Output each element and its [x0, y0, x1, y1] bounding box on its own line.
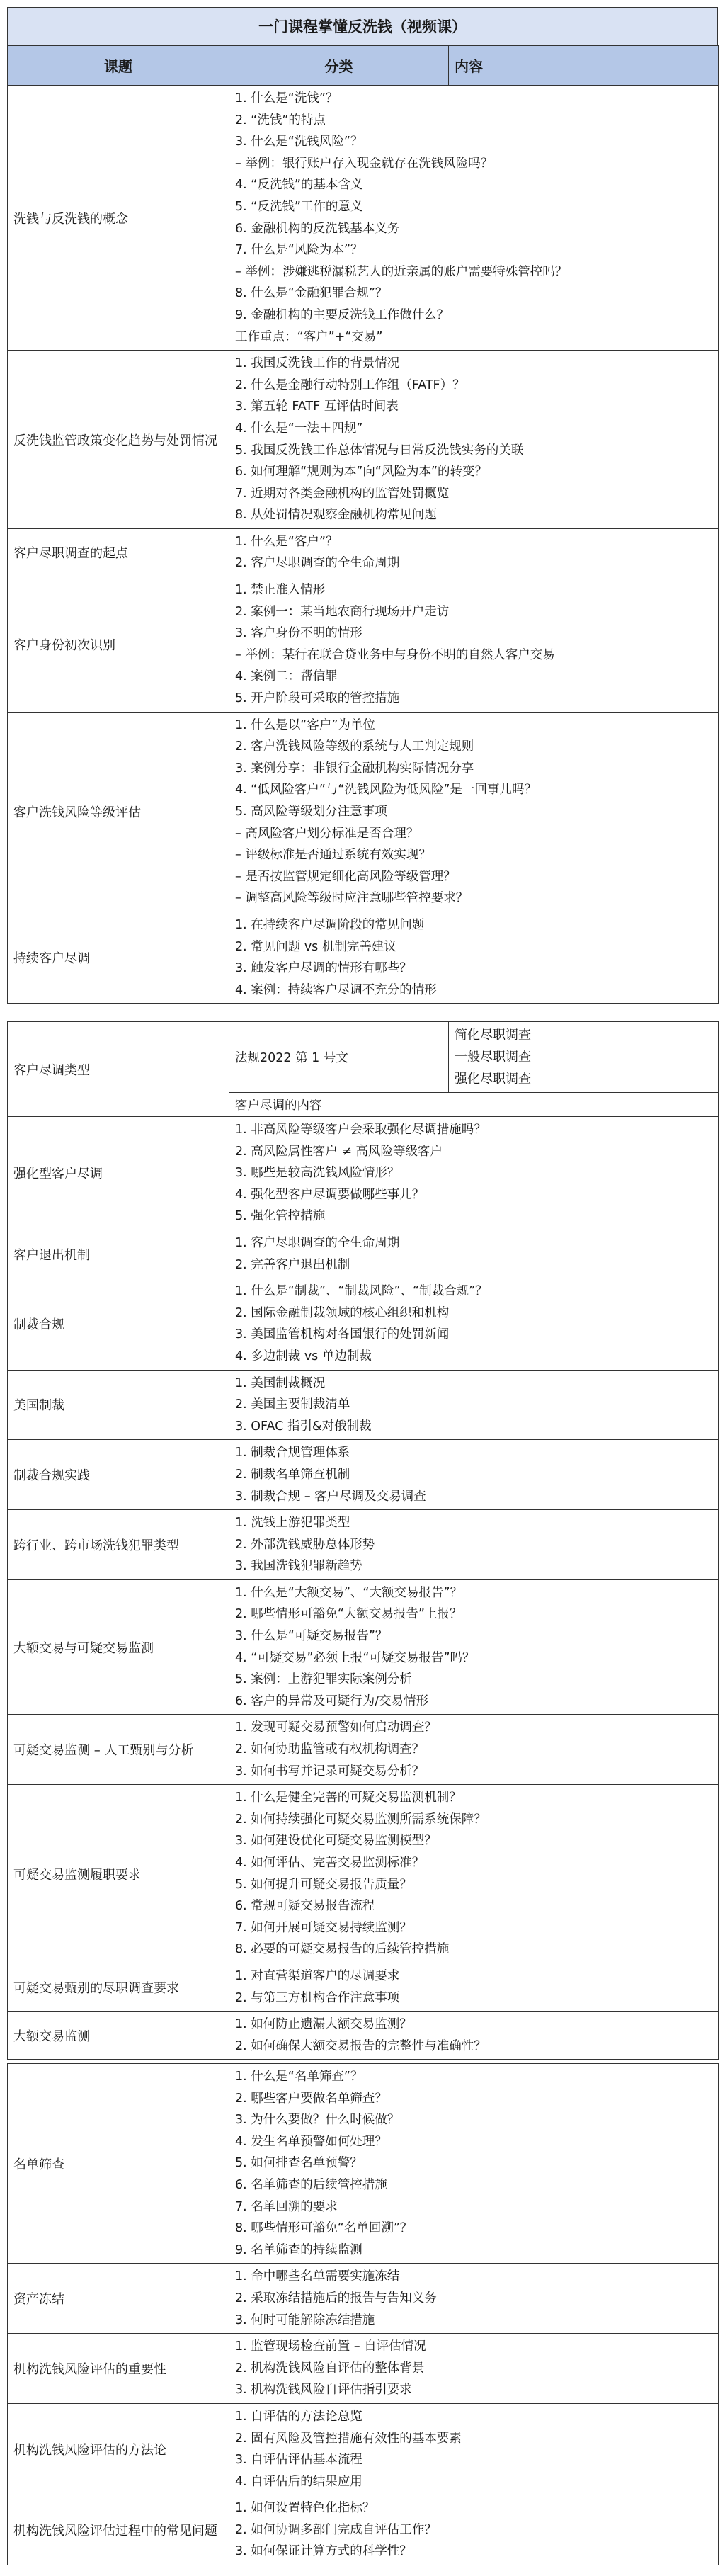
list-item: 8. 必要的可疑交易报告的后续管控措施 — [235, 1942, 450, 1957]
list-item: 2. 机构洗钱风险自评估的整体背景 — [235, 2361, 425, 2376]
items-cell — [229, 1370, 719, 1440]
list-item: 1. 自评估的方法论总览 — [235, 2409, 362, 2424]
list-item: 4. 多边制裁 vs 单边制裁 — [235, 1349, 372, 1363]
table-row — [8, 1579, 719, 1715]
table-row — [8, 2264, 719, 2334]
topic-cell: 跨行业、跨市场洗钱犯罪类型 — [8, 1510, 229, 1580]
list-item: 3. OFAC 指引&对俄制裁 — [235, 1419, 372, 1434]
topic-cell: 可疑交易监测履职要求 — [8, 1785, 229, 1963]
law-cell: 法规2022 第 1 号文 — [229, 1022, 449, 1093]
items-cell — [229, 1715, 719, 1785]
table-row — [8, 2064, 719, 2264]
header-category: 分类 — [229, 46, 449, 86]
list-item: 2. 客户洗钱风险等级的系统与人工判定规则 — [235, 739, 474, 754]
list-item: 5. 开户阶段可采取的管控措施 — [235, 691, 400, 706]
list-item: 7. 名单回溯的要求 — [235, 2199, 338, 2214]
list-item: 2. 完善客户退出机制 — [235, 1257, 350, 1272]
list-item: 2. “洗钱”的特点 — [235, 113, 326, 127]
topic-cell: 强化型客户尽调 — [8, 1117, 229, 1230]
topic-cell: 可疑交易监测 – 人工甄别与分析 — [8, 1715, 229, 1785]
course-table-part-2 — [7, 1021, 719, 2060]
list-item: 1. 发现可疑交易预警如何启动调查？ — [235, 1720, 437, 1735]
table-row — [8, 1117, 719, 1230]
topic-cell: 可疑交易甄别的尽职调查要求 — [8, 1963, 229, 2011]
topic-cell: 制裁合规 — [8, 1278, 229, 1370]
list-item: 2. 外部洗钱威胁总体形势 — [235, 1537, 375, 1552]
items-cell — [229, 528, 719, 577]
list-item: 2. 如何协助监管或有权机构调查？ — [235, 1742, 425, 1757]
table-row — [8, 712, 719, 912]
list-item: 3. 制裁合规 – 客户尽调及交易调查 — [235, 1489, 426, 1504]
items-cell — [229, 1440, 719, 1510]
list-item: – 高风险客户划分标准是否合理？ — [235, 826, 419, 841]
course-table-part-1 — [7, 45, 719, 1004]
course-table-part-3 — [7, 2063, 719, 2565]
list-item: 3. 为什么要做？什么时候做？ — [235, 2113, 400, 2128]
list-item: 1. 禁止准入情形 — [235, 583, 326, 598]
table-row — [8, 1785, 719, 1963]
items-cell — [229, 2403, 719, 2495]
list-item: 4. 案例：持续客户尽调不充分的情形 — [235, 982, 437, 997]
topic-cell: 反洗钱监管政策变化趋势与处罚情况 — [8, 351, 229, 529]
list-item: 1. 什么是“大额交易”、“大额交易报告”？ — [235, 1585, 463, 1600]
page-title: 一门课程掌懂反洗钱（视频课） — [7, 7, 718, 45]
list-item: 4. 发生名单预警如何处理？ — [235, 2134, 387, 2149]
list-item: 1. 监管现场检查前置 – 自评估情况 — [235, 2339, 426, 2354]
list-item: 8. 哪些情形可豁免“名单回溯”？ — [235, 2221, 413, 2236]
list-item: 3. 案例分享：非银行金融机构实际情况分享 — [235, 761, 474, 776]
topic-cell: 制裁合规实践 — [8, 1440, 229, 1510]
list-item: 6. 金融机构的反洗钱基本义务 — [235, 221, 400, 236]
topic-cell: 大额交易与可疑交易监测 — [8, 1579, 229, 1715]
list-item: 1. 如何防止遗漏大额交易监测？ — [235, 2017, 412, 2032]
list-item: 4. “反洗钱”的基本含义 — [235, 178, 363, 193]
topic-cell: 客户退出机制 — [8, 1230, 229, 1278]
section-3 — [7, 2063, 718, 2565]
list-item: 3. 何时可能解除冻结措施 — [235, 2313, 375, 2327]
list-item: 1. 客户尽职调查的全生命周期 — [235, 1235, 400, 1250]
list-item: 3. 第五轮 FATF 互评估时间表 — [235, 399, 399, 414]
items-cell — [229, 86, 719, 351]
list-item: 5. “反洗钱”工作的意义 — [235, 199, 363, 214]
topic-cell: 客户尽调类型 — [8, 1022, 229, 1117]
table-row — [8, 912, 719, 1003]
list-item: 3. 触发客户尽调的情形有哪些？ — [235, 961, 412, 976]
list-item: – 举例：银行账户存入现金就存在洗钱风险吗？ — [235, 156, 493, 171]
list-item: – 举例：涉嫌逃税漏税艺人的近亲属的账户需要特殊管控吗？ — [235, 264, 568, 279]
items-cell — [229, 577, 719, 713]
table-row — [8, 1370, 719, 1440]
header-topic: 课题 — [8, 46, 229, 86]
items-cell — [229, 1230, 719, 1278]
section-2-rows — [8, 1117, 719, 2060]
list-item: 4. 如何评估、完善交易监测标准？ — [235, 1856, 425, 1870]
section-1-rows — [8, 86, 719, 1004]
topic-cell: 机构洗钱风险评估的方法论 — [8, 2403, 229, 2495]
items-cell — [229, 912, 719, 1003]
list-item: 2. 哪些客户要做名单筛查？ — [235, 2091, 387, 2106]
list-item: 2. 案例一：某当地农商行现场开户走访 — [235, 604, 450, 619]
list-item: 2. 采取冻结措施后的报告与告知义务 — [235, 2291, 437, 2305]
list-item: 3. 如何保证计算方式的科学性？ — [235, 2544, 412, 2559]
list-item: 8. 从处罚情况观察金融机构常见问题 — [235, 508, 437, 523]
items-cell — [229, 2264, 719, 2334]
topic-cell: 洗钱与反洗钱的概念 — [8, 86, 229, 351]
list-item: 2. 客户尽职调查的全生命周期 — [235, 556, 400, 571]
list-item: 1. 什么是以“客户”为单位 — [235, 717, 375, 732]
list-item: 4. “低风险客户”与“洗钱风险为低风险”是一回事儿吗？ — [235, 783, 537, 798]
list-item: 7. 近期对各类金融机构的监管处罚概览 — [235, 486, 450, 501]
list-item: 8. 什么是“金融犯罪合规”？ — [235, 286, 388, 301]
items-cell — [229, 2495, 719, 2565]
list-item: 1. 什么是“客户”？ — [235, 534, 338, 549]
topic-cell: 机构洗钱风险评估过程中的常见问题 — [8, 2495, 229, 2565]
list-item: 7. 如何开展可疑交易持续监测？ — [235, 1920, 412, 1935]
list-item: 5. 我国反洗钱工作总体情况与日常反洗钱实务的关联 — [235, 443, 524, 458]
table-row — [8, 86, 719, 351]
list-item: 1. 洗钱上游犯罪类型 — [235, 1516, 350, 1531]
table-row — [8, 2495, 719, 2565]
topic-cell: 大额交易监测 — [8, 2012, 229, 2060]
list-item: 6. 客户的异常及可疑行为/交易情形 — [235, 1693, 429, 1708]
list-item: 3. 如何建设优化可疑交易监测模型？ — [235, 1834, 437, 1849]
list-item: 1. 什么是“制裁”、“制裁风险”、“制裁合规”？ — [235, 1284, 488, 1299]
list-item: 1. 我国反洗钱工作的背景情况 — [235, 356, 400, 371]
items-cell — [229, 1278, 719, 1370]
list-item: 2. 如何确保大额交易报告的完整性与准确性？ — [235, 2038, 486, 2053]
table-row — [8, 577, 719, 713]
section-1 — [7, 7, 718, 1004]
list-item: 2. 与第三方机构合作注意事项 — [235, 1990, 400, 2005]
list-item: 2. 如何协调多部门完成自评估工作？ — [235, 2522, 437, 2537]
topic-cell: 机构洗钱风险评估的重要性 — [8, 2334, 229, 2404]
topic-cell: 美国制裁 — [8, 1370, 229, 1440]
list-item: 2. 制裁名单筛查机制 — [235, 1467, 350, 1482]
list-item: 1. 什么是“名单筛查”？ — [235, 2070, 363, 2084]
items-cell — [229, 1579, 719, 1715]
list-item: 6. 如何理解“规则为本”向“风险为本”的转变？ — [235, 465, 488, 480]
list-item: 6. 常规可疑交易报告流程 — [235, 1899, 375, 1914]
list-item: – 评级标准是否通过系统有效实现？ — [235, 848, 431, 863]
list-item: 1. 什么是“洗钱”？ — [235, 91, 338, 106]
table-row — [8, 2403, 719, 2495]
items-cell — [229, 2064, 719, 2264]
topic-cell: 客户洗钱风险等级评估 — [8, 712, 229, 912]
list-item: 2. 国际金融制裁领域的核心组织和机构 — [235, 1305, 450, 1320]
list-item: 4. 自评估后的结果应用 — [235, 2474, 362, 2489]
header-content: 内容 — [449, 46, 719, 86]
list-item: 3. 哪些是较高洗钱风险情形？ — [235, 1166, 400, 1181]
table-row — [8, 1022, 719, 1093]
items-cell — [229, 351, 719, 529]
table-row — [8, 2012, 719, 2060]
table-row — [8, 1278, 719, 1370]
items-cell — [229, 712, 719, 912]
topic-cell: 客户尽职调查的起点 — [8, 528, 229, 577]
items-cell — [229, 2334, 719, 2404]
table-header — [8, 46, 719, 86]
list-item: 3. 什么是“可疑交易报告”？ — [235, 1629, 388, 1644]
list-item: 3. 机构洗钱风险自评估指引要求 — [235, 2383, 412, 2398]
list-item: 简化尽职调查 — [455, 1028, 531, 1043]
list-item: 3. 自评估评估基本流程 — [235, 2453, 362, 2468]
list-item: 1. 美国制裁概况 — [235, 1375, 326, 1390]
list-item: 2. 常见问题 vs 机制完善建议 — [235, 939, 396, 954]
list-item: 1. 如何设置特色化指标？ — [235, 2501, 375, 2516]
list-item: 2. 高风险属性客户 ≠ 高风险等级客户 — [235, 1144, 443, 1159]
table-row — [8, 1510, 719, 1580]
topic-cell: 资产冻结 — [8, 2264, 229, 2334]
list-item: – 是否按监管规定细化高风险等级管理？ — [235, 869, 456, 884]
items-cell — [229, 1510, 719, 1580]
content-cell: 客户尽调的内容 — [229, 1093, 719, 1117]
list-item: 9. 金融机构的主要反洗钱工作做什么？ — [235, 307, 450, 322]
list-item: 9. 名单筛查的持续监测 — [235, 2242, 362, 2257]
section-2 — [7, 1021, 718, 2060]
topic-cell: 名单筛查 — [8, 2064, 229, 2264]
list-item: 1. 命中哪些名单需要实施冻结 — [235, 2269, 400, 2284]
list-item: 5. 案例：上游犯罪实际案例分析 — [235, 1672, 412, 1687]
list-item: 一般尽职调查 — [455, 1050, 531, 1065]
list-item: 3. 如何书写并记录可疑交易分析？ — [235, 1764, 425, 1778]
table-row — [8, 1715, 719, 1785]
list-item: 4. 什么是“一法＋四规” — [235, 421, 363, 436]
list-item: 1. 在持续客户尽调阶段的常见问题 — [235, 917, 425, 932]
list-item: 3. 我国洗钱犯罪新趋势 — [235, 1559, 362, 1574]
topic-cell: 持续客户尽调 — [8, 912, 229, 1003]
list-item: 3. 什么是“洗钱风险”？ — [235, 135, 363, 149]
list-item: 1. 非高风险等级客户会采取强化尽调措施吗？ — [235, 1123, 486, 1137]
section-3-rows — [8, 2064, 719, 2565]
list-item: 6. 名单筛查的后续管控措施 — [235, 2177, 387, 2192]
list-item: 1. 什么是健全完善的可疑交易监测机制？ — [235, 1791, 462, 1805]
items-cell — [229, 2012, 719, 2060]
list-item: 工作重点：“客户”+“交易” — [235, 329, 383, 344]
list-item: 5. 如何提升可疑交易报告质量？ — [235, 1877, 412, 1892]
topic-cell: 客户身份初次识别 — [8, 577, 229, 713]
list-item: 2. 如何持续强化可疑交易监测所需系统保障？ — [235, 1812, 486, 1827]
list-item: 3. 客户身份不明的情形 — [235, 626, 362, 641]
list-item: – 调整高风险等级时应注意哪些管控要求？ — [235, 891, 469, 906]
list-item: 4. 强化型客户尽调要做哪些事儿？ — [235, 1187, 425, 1202]
table-row — [8, 1963, 719, 2011]
table-row — [8, 1230, 719, 1278]
list-item: 3. 美国监管机构对各国银行的处罚新闻 — [235, 1327, 450, 1342]
table-row — [8, 351, 719, 529]
list-item: 1. 制裁合规管理体系 — [235, 1446, 350, 1460]
items-cell — [229, 1785, 719, 1963]
table-row — [8, 528, 719, 577]
list-item: – 举例：某行在联合贷业务中与身份不明的自然人客户交易 — [235, 647, 555, 662]
types-cell — [449, 1022, 719, 1093]
list-item: 7. 什么是“风险为本”？ — [235, 243, 363, 258]
list-item: 5. 如何排查名单预警？ — [235, 2156, 362, 2171]
list-item: 1. 对直营渠道客户的尽调要求 — [235, 1968, 400, 1983]
list-item: 2. 什么是金融行动特别工作组（FATF）？ — [235, 378, 465, 392]
table-row — [8, 2334, 719, 2404]
list-item: 2. 美国主要制裁清单 — [235, 1397, 350, 1412]
list-item: 强化尽职调查 — [455, 1072, 531, 1086]
list-item: 2. 固有风险及管控措施有效性的基本要素 — [235, 2431, 462, 2446]
table-row — [8, 1440, 719, 1510]
list-item: 5. 强化管控措施 — [235, 1209, 326, 1224]
list-item: 2. 哪些情形可豁免“大额交易报告”上报？ — [235, 1607, 462, 1622]
list-item: 4. 案例二：帮信罪 — [235, 669, 338, 684]
items-cell — [229, 1117, 719, 1230]
items-cell — [229, 1963, 719, 2011]
list-item: 5. 高风险等级划分注意事项 — [235, 805, 387, 819]
list-item: 4. “可疑交易”必须上报“可疑交易报告”吗？ — [235, 1650, 475, 1665]
